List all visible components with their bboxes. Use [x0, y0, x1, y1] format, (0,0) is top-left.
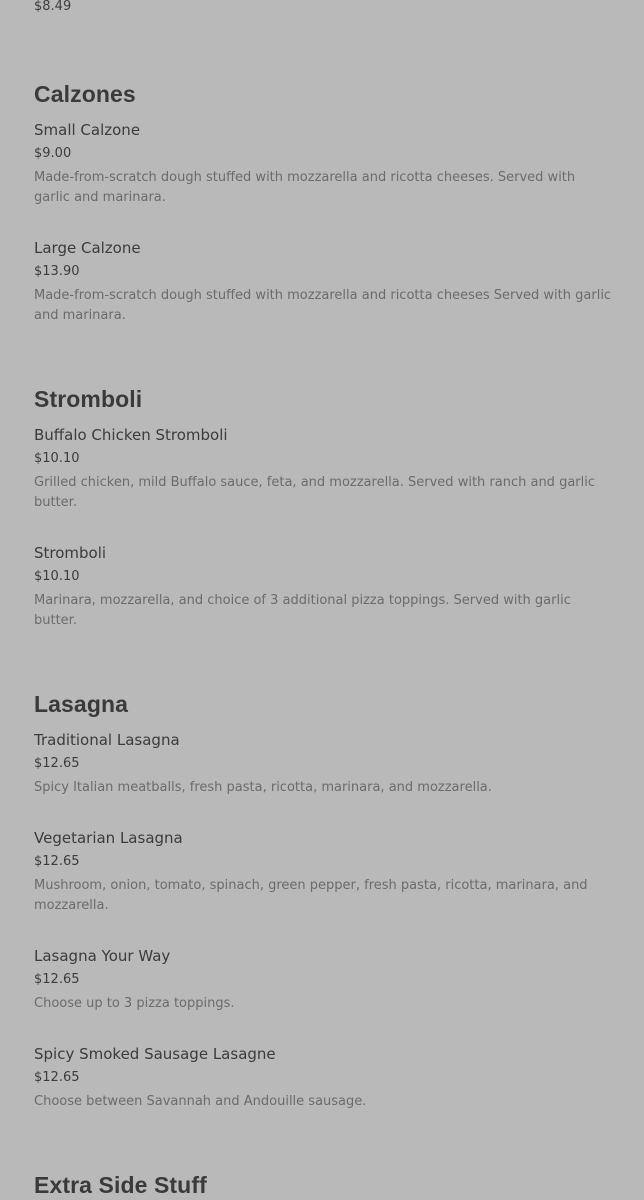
- item-price: $10.10: [34, 569, 80, 584]
- item-name: Stromboli: [34, 544, 107, 562]
- menu-item[interactable]: [34, 119, 612, 208]
- item-description: Choose up to 3 pizza toppings.: [34, 996, 235, 1011]
- item-name: Large Calzone: [34, 239, 141, 257]
- menu-item[interactable]: [34, 542, 612, 631]
- item-price: $12.65: [34, 972, 80, 987]
- item-description: Choose between Savannah and Andouille sausage.: [34, 1094, 367, 1109]
- item-description: Made-from-scratch dough stuffed with mozzarella and ricotta cheeses. Served with garlic and marinara.: [34, 170, 576, 205]
- item-price: $12.65: [34, 1070, 80, 1085]
- menu-item[interactable]: [34, 237, 612, 326]
- section-calzones: [34, 79, 612, 326]
- item-price: $10.10: [34, 451, 80, 466]
- item-description: Spicy Italian meatballs, fresh pasta, ricotta, marinara, and mozzarella.: [34, 780, 492, 795]
- menu-item[interactable]: [34, 1043, 612, 1112]
- menu-item[interactable]: [34, 729, 612, 798]
- item-price: $12.65: [34, 854, 80, 869]
- item-price: $13.90: [34, 264, 80, 279]
- item-name: Spicy Smoked Sausage Lasagne: [34, 1045, 276, 1063]
- section-stromboli: [34, 384, 612, 631]
- section-title: Calzones: [34, 81, 136, 107]
- section-title: Extra Side Stuff: [34, 1172, 207, 1198]
- item-name: Vegetarian Lasagna: [34, 829, 183, 847]
- item-description: Grilled chicken, mild Buffalo sauce, feta, and mozzarella. Served with ranch and garlic butter.: [34, 475, 595, 510]
- menu-item[interactable]: [34, 424, 612, 513]
- item-name: Traditional Lasagna: [34, 731, 180, 749]
- section-title: Stromboli: [34, 386, 143, 412]
- item-name: Buffalo Chicken Stromboli: [34, 426, 228, 444]
- item-name: Small Calzone: [34, 121, 141, 139]
- item-description: Made-from-scratch dough stuffed with mozzarella and ricotta cheeses Served with garlic and marinara.: [34, 288, 612, 323]
- section-title: Lasagna: [34, 691, 129, 717]
- menu-list: [34, 0, 612, 1200]
- section-lasagna: [34, 689, 612, 1112]
- menu-item[interactable]: [34, 827, 612, 916]
- section-extra-side-stuff: [34, 1170, 612, 1200]
- menu-item[interactable]: [34, 945, 612, 1014]
- item-description: Marinara, mozzarella, and choice of 3 additional pizza toppings. Served with garlic butter.: [34, 593, 571, 628]
- previous-item-price: $8.49: [34, 0, 72, 14]
- item-price: $9.00: [34, 146, 72, 161]
- item-name: Lasagna Your Way: [34, 947, 171, 965]
- item-description: Mushroom, onion, tomato, spinach, green pepper, fresh pasta, ricotta, marinara, and mozzarella.: [34, 878, 588, 913]
- item-price: $12.65: [34, 756, 80, 771]
